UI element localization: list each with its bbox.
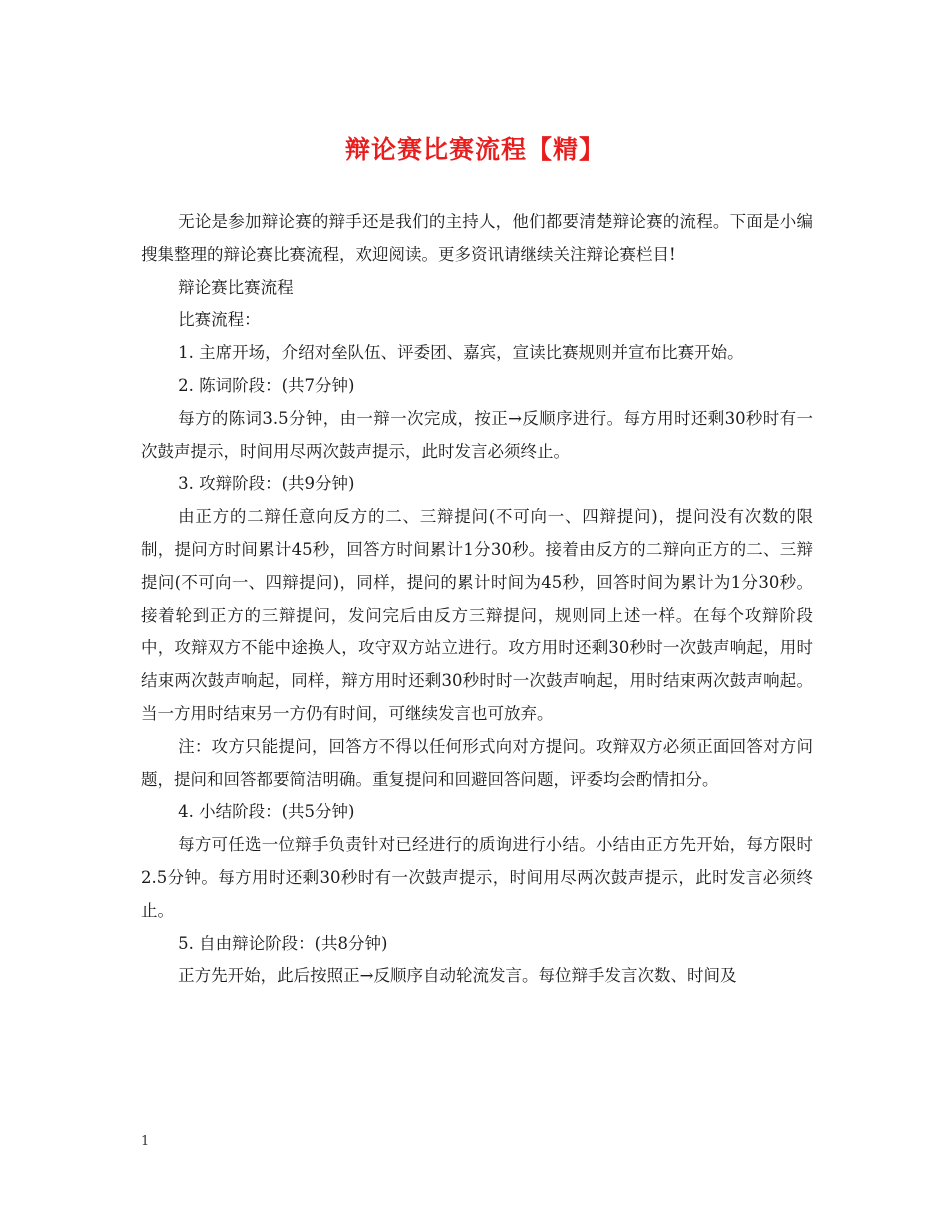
paragraph-step-1: 1. 主席开场，介绍对垒队伍、评委团、嘉宾，宣读比赛规则并宣布比赛开始。 xyxy=(178,343,744,363)
paragraph-intro: 无论是参加辩论赛的辩手还是我们的主持人，他们都要清楚辩论赛的流程。下面是小编搜集整理的辩论赛比赛流程，欢迎阅读。更多资讯请继续关注辩论赛栏目! xyxy=(141,212,813,264)
document-body xyxy=(141,206,813,993)
paragraph-heading: 辩论赛比赛流程 xyxy=(178,277,294,297)
paragraph-process-label: 比赛流程： xyxy=(178,310,261,330)
paragraph-step-5-heading: 5. 自由辩论阶段：(共8分钟) xyxy=(178,933,388,953)
paragraph-step-2-heading: 2. 陈词阶段：(共7分钟) xyxy=(178,375,355,395)
paragraph-step-3-body: 由正方的二辩任意向反方的二、三辩提问(不可向一、四辩提问)，提问没有次数的限制，提问方时间累计45秒，回答方时间累计1分30秒。接着由反方的二辩向正方的二、三辩提问(不可向一、四辩提问)，同样，提问的累计时间为45秒，回答时间为累计为1分30秒。接着轮到正方的三辩提问，发问完后由反方三辩提问，规则同上述一样。在每个攻辩阶段中，攻辩双方不能中途换人，攻守双方站立进行。攻方用时还剩30秒时一次鼓声响起，用时结束两次鼓声响起，同样，辩方用时还剩30秒时时一次鼓声响起，用时结束两次鼓声响起。当一方用时结束另一方仍有时间，可继续发言也可放弃。 xyxy=(141,507,813,723)
paragraph-step-5-body: 正方先开始，此后按照正→反顺序自动轮流发言。每位辩手发言次数、时间及 xyxy=(178,966,737,986)
document-title: 辩论赛比赛流程【精】 xyxy=(344,135,605,164)
paragraph-step-2-body: 每方的陈词3.5分钟，由一辩一次完成，按正→反顺序进行。每方用时还剩30秒时有一次鼓声提示，时间用尽两次鼓声提示，此时发言必须终止。 xyxy=(141,408,813,461)
page-number: 1 xyxy=(141,1134,150,1149)
paragraph-note: 注：攻方只能提问，回答方不得以任何形式向对方提问。攻辩双方必须正面回答对方问题，提问和回答都要简洁明确。重复提问和回避回答问题，评委均会酌情扣分。 xyxy=(141,736,813,789)
paragraph-step-3-heading: 3. 攻辩阶段：(共9分钟) xyxy=(178,474,355,494)
paragraph-step-4-heading: 4. 小结阶段：(共5分钟) xyxy=(178,802,355,822)
paragraph-step-4-body: 每方可任选一位辩手负责针对已经进行的质询进行小结。小结由正方先开始，每方限时2.5分钟。每方用时还剩30秒时有一次鼓声提示，时间用尽两次鼓声提示，此时发言必须终止。 xyxy=(141,835,813,920)
